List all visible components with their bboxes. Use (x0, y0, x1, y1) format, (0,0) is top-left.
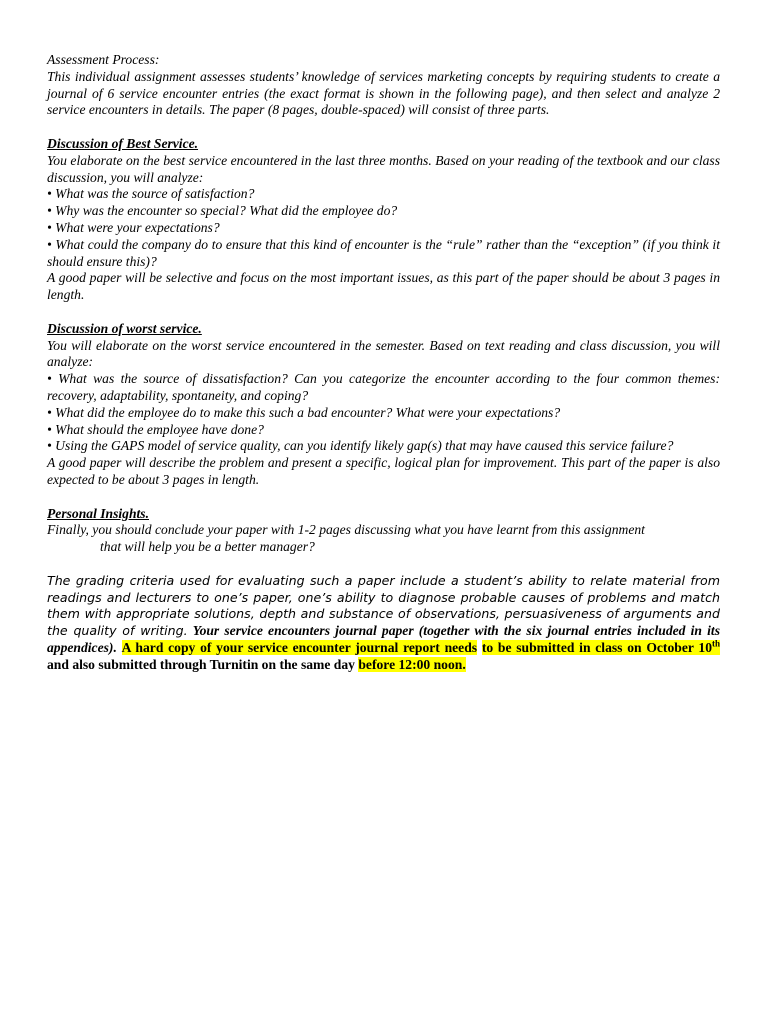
journal-paper-note: Your service encounters journal paper (together with the six journal entries included in its appendices). (47, 623, 720, 655)
worst-service-bullet: • Using the GAPS model of service quality, can you identify likely gap(s) that may have caused this service failure? (47, 438, 674, 454)
best-service-section (47, 136, 720, 304)
worst-service-intro: You will elaborate on the worst service encountered in the semester. Based on text reading and class discussion, you will analyze: (47, 337, 720, 370)
document-page (47, 52, 720, 673)
worst-service-heading: Discussion of worst service. (47, 320, 202, 336)
highlight-deadline: before 12:00 noon. (358, 656, 466, 672)
worst-service-bullet: • What did the employee do to make this such a bad encounter? What were your expectations? (47, 404, 561, 420)
best-service-bullet: • What was the source of satisfaction? (47, 186, 255, 202)
grading-section (47, 573, 720, 674)
turnitin-note: and also submitted through Turnitin on the same day (47, 656, 355, 672)
best-service-intro: You elaborate on the best service encountered in the last three months. Based on your reading of the textbook and our class discussion, you will analyze: (47, 152, 720, 185)
best-service-bullet: • What could the company do to ensure that this kind of encounter is the “rule” rather than the “exception” (if you think it should ensure this)? (47, 236, 720, 269)
personal-insights-line-1: Finally, you should conclude your paper with 1-2 pages discussing what you have learnt from this assignment (47, 522, 645, 538)
highlight-submission-date (482, 640, 720, 655)
worst-service-closing: A good paper will describe the problem and present a specific, logical plan for improvement. This part of the paper is also expected to be about 3 pages in length. (47, 455, 720, 487)
personal-insights-line-2: that will help you be a better manager? (100, 539, 315, 555)
best-service-heading: Discussion of Best Service. (47, 135, 199, 151)
worst-service-bullet: • What was the source of dissatisfaction? Can you categorize the encounter according to the four common themes: recovery, adaptability, spontaneity, and coping? (47, 371, 720, 403)
best-service-bullet: • What were your expectations? (47, 219, 220, 235)
best-service-closing: A good paper will be selective and focus on the most important issues, as this part of the paper should be about 3 pages in length. (47, 270, 720, 303)
intro-section (47, 52, 720, 119)
worst-service-bullet: • What should the employee have done? (47, 421, 264, 437)
best-service-bullet: • Why was the encounter so special? What did the employee do? (47, 203, 398, 219)
worst-service-section (47, 321, 720, 489)
date-ordinal-suffix: th (712, 638, 721, 649)
intro-title: Assessment Process: (47, 52, 160, 67)
personal-insights-section (47, 506, 720, 556)
intro-text: This individual assignment assesses students’ knowledge of services marketing concepts by requiring students to create a journal of 6 service encounter entries (the exact format is shown in the following page), and then select and analyze 2 service encounters in details. The paper (8 pages, double-spaced) will consist of three parts. (47, 68, 720, 118)
highlight-hard-copy: A hard copy of your service encounter journal report needs (121, 639, 478, 655)
personal-insights-heading: Personal Insights. (47, 505, 149, 521)
grading-criteria-text: The grading criteria used for evaluating such a paper include a student’s ability to relate material from readings and lecturers to one’s paper, one’s ability to diagnose probable causes of problems and match them with appropriate solutions, depth and substance of observations, persuasiveness of arguments and the quality of writing. (47, 572, 720, 639)
submission-date-text: to be submitted in class on October 10 (481, 639, 712, 655)
